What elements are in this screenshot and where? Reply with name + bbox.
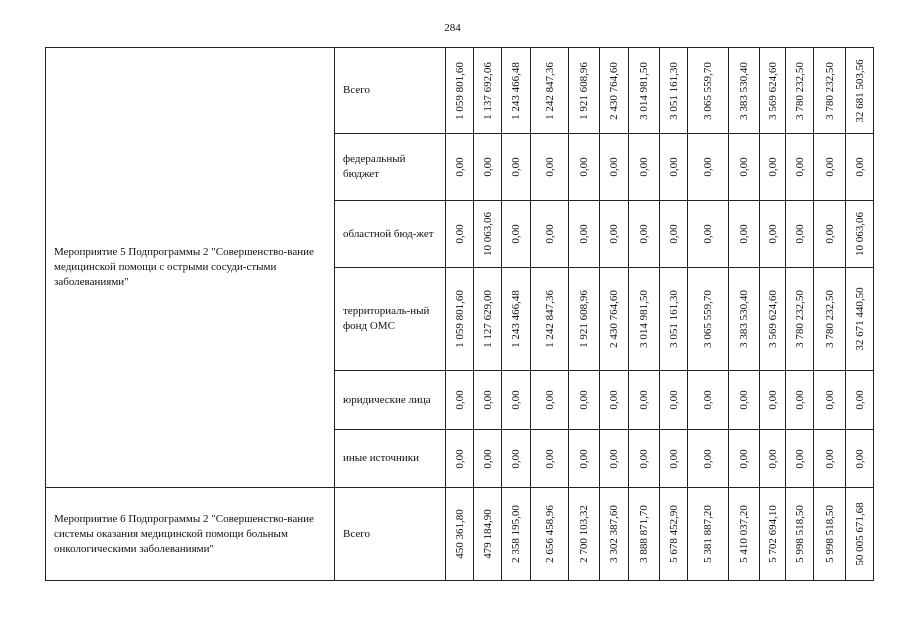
- amount-value: 0,00: [578, 448, 590, 469]
- amount-value: 450 361,80: [453, 509, 466, 559]
- amount-value: 1 242 847,36: [543, 290, 556, 348]
- amount-cell: [846, 201, 874, 268]
- amount-cell: [569, 371, 600, 430]
- amount-cell: [446, 268, 474, 371]
- amount-cell: [569, 48, 600, 134]
- amount-cell: [846, 48, 874, 134]
- funding-source: территориаль-ный фонд ОМС: [335, 268, 446, 371]
- amount-value: 3 065 559,70: [702, 290, 714, 348]
- amount-cell: [729, 48, 760, 134]
- amount-value: 0,00: [638, 448, 650, 469]
- amount-value: 0,00: [702, 224, 714, 244]
- amount-cell: [474, 201, 502, 268]
- amount-cell: [846, 134, 874, 201]
- amount-value: 3 302 387,60: [608, 505, 620, 563]
- amount-cell: [688, 201, 729, 268]
- amount-cell: [729, 488, 760, 581]
- amount-cell: [786, 488, 814, 581]
- amount-cell: [729, 371, 760, 430]
- amount-value: 1 127 629,00: [481, 290, 494, 348]
- amount-value: 3 014 981,50: [638, 290, 650, 348]
- amount-cell: [502, 268, 531, 371]
- amount-cell: [502, 430, 531, 488]
- amount-value: 3 014 981,50: [638, 61, 650, 120]
- amount-value: 0,00: [667, 224, 680, 244]
- amount-cell: [814, 430, 846, 488]
- amount-cell: [814, 201, 846, 268]
- amount-value: 3 569 624,60: [766, 61, 779, 120]
- amount-value: 3 051 161,30: [667, 61, 680, 120]
- amount-value: 0,00: [638, 157, 650, 177]
- amount-value: 2 430 764,60: [608, 61, 620, 120]
- amount-value: 0,00: [667, 390, 680, 410]
- amount-cell: [660, 134, 688, 201]
- amount-value: 1 059 801,60: [453, 61, 466, 120]
- table-row: [46, 488, 874, 581]
- amount-cell: [760, 134, 786, 201]
- amount-value: 5 998 518,50: [793, 505, 806, 563]
- amount-value: 0,00: [453, 448, 466, 469]
- amount-value: 0,00: [481, 157, 494, 177]
- amount-value: 0,00: [853, 157, 866, 177]
- funding-source: иные источники: [335, 430, 446, 488]
- amount-value: 0,00: [578, 390, 590, 410]
- amount-value: 479 184,90: [481, 509, 494, 559]
- amount-cell: [531, 430, 569, 488]
- amount-value: 0,00: [510, 448, 522, 469]
- funding-source: Всего: [335, 48, 446, 134]
- measure-title: Мероприятие 5 Подпрограммы 2 "Совершенство-вание медицинской помощи с острыми сосуди-стыми заболеваниями": [46, 48, 335, 488]
- amount-value: 2 700 103,32: [578, 505, 590, 563]
- amount-value: 3 569 624,60: [766, 290, 779, 348]
- amount-cell: [846, 371, 874, 430]
- amount-cell: [569, 201, 600, 268]
- amount-cell: [600, 430, 629, 488]
- amount-value: 0,00: [510, 390, 522, 410]
- amount-value: 10 063,06: [481, 212, 494, 256]
- amount-cell: [502, 371, 531, 430]
- amount-value: 3 780 232,50: [793, 290, 806, 348]
- amount-cell: [569, 134, 600, 201]
- amount-cell: [729, 268, 760, 371]
- amount-cell: [786, 268, 814, 371]
- funding-source: федеральный бюджет: [335, 134, 446, 201]
- amount-cell: [846, 430, 874, 488]
- amount-cell: [600, 201, 629, 268]
- amount-cell: [569, 268, 600, 371]
- funding-source: юридические лица: [335, 371, 446, 430]
- amount-cell: [688, 430, 729, 488]
- amount-cell: [688, 488, 729, 581]
- amount-value: 0,00: [823, 448, 836, 469]
- amount-value: 0,00: [543, 390, 556, 410]
- amount-value: 0,00: [453, 390, 466, 410]
- amount-value: 0,00: [667, 157, 680, 177]
- amount-value: 0,00: [766, 390, 779, 410]
- amount-cell: [660, 201, 688, 268]
- amount-cell: [629, 201, 660, 268]
- amount-value: 0,00: [738, 448, 750, 469]
- amount-cell: [502, 48, 531, 134]
- amount-cell: [569, 430, 600, 488]
- amount-cell: [760, 201, 786, 268]
- table-row: [46, 48, 874, 134]
- amount-cell: [846, 268, 874, 371]
- amount-cell: [688, 371, 729, 430]
- amount-cell: [760, 268, 786, 371]
- amount-value: 0,00: [793, 448, 806, 469]
- amount-value: 0,00: [543, 224, 556, 244]
- amount-cell: [474, 488, 502, 581]
- amount-cell: [502, 201, 531, 268]
- amount-cell: [786, 48, 814, 134]
- amount-value: 0,00: [608, 390, 620, 410]
- amount-value: 2 430 764,60: [608, 290, 620, 348]
- amount-value: 0,00: [578, 224, 590, 244]
- page-number: 284: [444, 22, 461, 34]
- amount-cell: [531, 201, 569, 268]
- amount-value: 5 678 452,90: [667, 505, 680, 563]
- amount-value: 3 780 232,50: [823, 61, 836, 120]
- amount-value: 1 059 801,60: [453, 290, 466, 348]
- amount-cell: [531, 134, 569, 201]
- amount-value: 3 780 232,50: [823, 290, 836, 348]
- amount-value: 0,00: [853, 448, 866, 469]
- amount-value: 0,00: [510, 224, 522, 244]
- amount-value: 0,00: [823, 224, 836, 244]
- amount-value: 0,00: [823, 157, 836, 177]
- amount-value: 3 383 530,40: [738, 61, 750, 120]
- amount-cell: [814, 134, 846, 201]
- amount-cell: [531, 48, 569, 134]
- amount-value: 0,00: [766, 224, 779, 244]
- amount-value: 3 780 232,50: [793, 61, 806, 120]
- amount-cell: [629, 48, 660, 134]
- amount-cell: [814, 48, 846, 134]
- amount-value: 0,00: [543, 448, 556, 469]
- amount-cell: [600, 488, 629, 581]
- amount-value: 0,00: [793, 224, 806, 244]
- amount-value: 0,00: [738, 157, 750, 177]
- amount-cell: [474, 134, 502, 201]
- funding-source: Всего: [335, 488, 446, 581]
- amount-cell: [814, 371, 846, 430]
- amount-value: 0,00: [766, 157, 779, 177]
- amount-value: 0,00: [702, 448, 714, 469]
- amount-value: 0,00: [793, 157, 806, 177]
- amount-cell: [760, 430, 786, 488]
- amount-cell: [502, 134, 531, 201]
- amount-value: 0,00: [702, 390, 714, 410]
- amount-cell: [502, 488, 531, 581]
- amount-cell: [531, 488, 569, 581]
- amount-value: 3 051 161,30: [667, 290, 680, 348]
- amount-value: 0,00: [667, 448, 680, 469]
- amount-cell: [786, 371, 814, 430]
- amount-value: 1 243 466,48: [510, 61, 522, 120]
- funding-table: [45, 47, 874, 581]
- amount-value: 0,00: [578, 157, 590, 177]
- amount-value: 0,00: [702, 157, 714, 177]
- amount-cell: [660, 48, 688, 134]
- amount-value: 1 921 608,96: [578, 61, 590, 120]
- amount-cell: [760, 488, 786, 581]
- amount-value: 0,00: [453, 157, 466, 177]
- amount-value: 10 063,06: [853, 212, 866, 256]
- amount-cell: [729, 201, 760, 268]
- amount-cell: [786, 201, 814, 268]
- amount-value: 0,00: [823, 390, 836, 410]
- amount-value: 5 702 694,10: [766, 505, 779, 563]
- amount-cell: [446, 430, 474, 488]
- amount-value: 0,00: [608, 224, 620, 244]
- funding-source: областной бюд-жет: [335, 201, 446, 268]
- amount-cell: [629, 268, 660, 371]
- amount-value: 0,00: [453, 224, 466, 244]
- amount-cell: [600, 48, 629, 134]
- amount-cell: [688, 268, 729, 371]
- amount-value: 0,00: [510, 157, 522, 177]
- amount-cell: [474, 268, 502, 371]
- amount-value: 3 383 530,40: [738, 290, 750, 348]
- amount-value: 0,00: [638, 390, 650, 410]
- amount-cell: [846, 488, 874, 581]
- amount-cell: [629, 134, 660, 201]
- amount-cell: [446, 48, 474, 134]
- amount-cell: [474, 430, 502, 488]
- amount-cell: [729, 430, 760, 488]
- amount-value: 32 681 503,56: [853, 58, 866, 123]
- amount-value: 0,00: [738, 390, 750, 410]
- amount-cell: [446, 488, 474, 581]
- amount-value: 0,00: [638, 224, 650, 244]
- amount-value: 1 137 692,06: [481, 61, 494, 120]
- amount-value: 0,00: [481, 390, 494, 410]
- amount-cell: [660, 430, 688, 488]
- amount-value: 2 358 195,00: [510, 505, 522, 563]
- amount-cell: [660, 268, 688, 371]
- amount-value: 3 065 559,70: [702, 61, 714, 120]
- amount-value: 50 005 671,68: [853, 502, 866, 566]
- amount-value: 2 656 458,96: [543, 505, 556, 563]
- amount-cell: [786, 430, 814, 488]
- amount-value: 5 410 037,20: [738, 505, 750, 563]
- amount-value: 0,00: [608, 448, 620, 469]
- amount-cell: [600, 134, 629, 201]
- amount-cell: [600, 268, 629, 371]
- amount-value: 0,00: [608, 157, 620, 177]
- amount-cell: [688, 48, 729, 134]
- amount-value: 1 243 466,48: [510, 290, 522, 348]
- amount-cell: [660, 488, 688, 581]
- amount-cell: [531, 371, 569, 430]
- amount-value: 0,00: [766, 448, 779, 469]
- amount-cell: [688, 134, 729, 201]
- amount-value: 0,00: [481, 448, 494, 469]
- amount-cell: [474, 48, 502, 134]
- amount-value: 1 242 847,36: [543, 61, 556, 120]
- amount-value: 1 921 608,96: [578, 290, 590, 348]
- amount-cell: [474, 371, 502, 430]
- amount-cell: [629, 371, 660, 430]
- amount-cell: [814, 268, 846, 371]
- amount-cell: [600, 371, 629, 430]
- amount-cell: [446, 201, 474, 268]
- amount-value: 0,00: [853, 390, 866, 410]
- amount-value: 0,00: [738, 224, 750, 244]
- amount-value: 0,00: [543, 157, 556, 177]
- amount-cell: [814, 488, 846, 581]
- amount-cell: [729, 134, 760, 201]
- amount-cell: [786, 134, 814, 201]
- amount-value: 5 381 887,20: [702, 505, 714, 563]
- amount-cell: [531, 268, 569, 371]
- amount-value: 0,00: [793, 390, 806, 410]
- amount-value: 5 998 518,50: [823, 505, 836, 563]
- amount-cell: [446, 371, 474, 430]
- amount-cell: [569, 488, 600, 581]
- amount-cell: [760, 48, 786, 134]
- amount-value: 32 671 440,50: [853, 287, 866, 351]
- amount-value: 3 888 871,70: [638, 505, 650, 563]
- amount-cell: [629, 430, 660, 488]
- amount-cell: [660, 371, 688, 430]
- amount-cell: [760, 371, 786, 430]
- amount-cell: [446, 134, 474, 201]
- amount-cell: [629, 488, 660, 581]
- measure-title: Мероприятие 6 Подпрограммы 2 "Совершенство-вание системы оказания медицинской помощи больным онкологическими заболеваниями": [46, 488, 335, 581]
